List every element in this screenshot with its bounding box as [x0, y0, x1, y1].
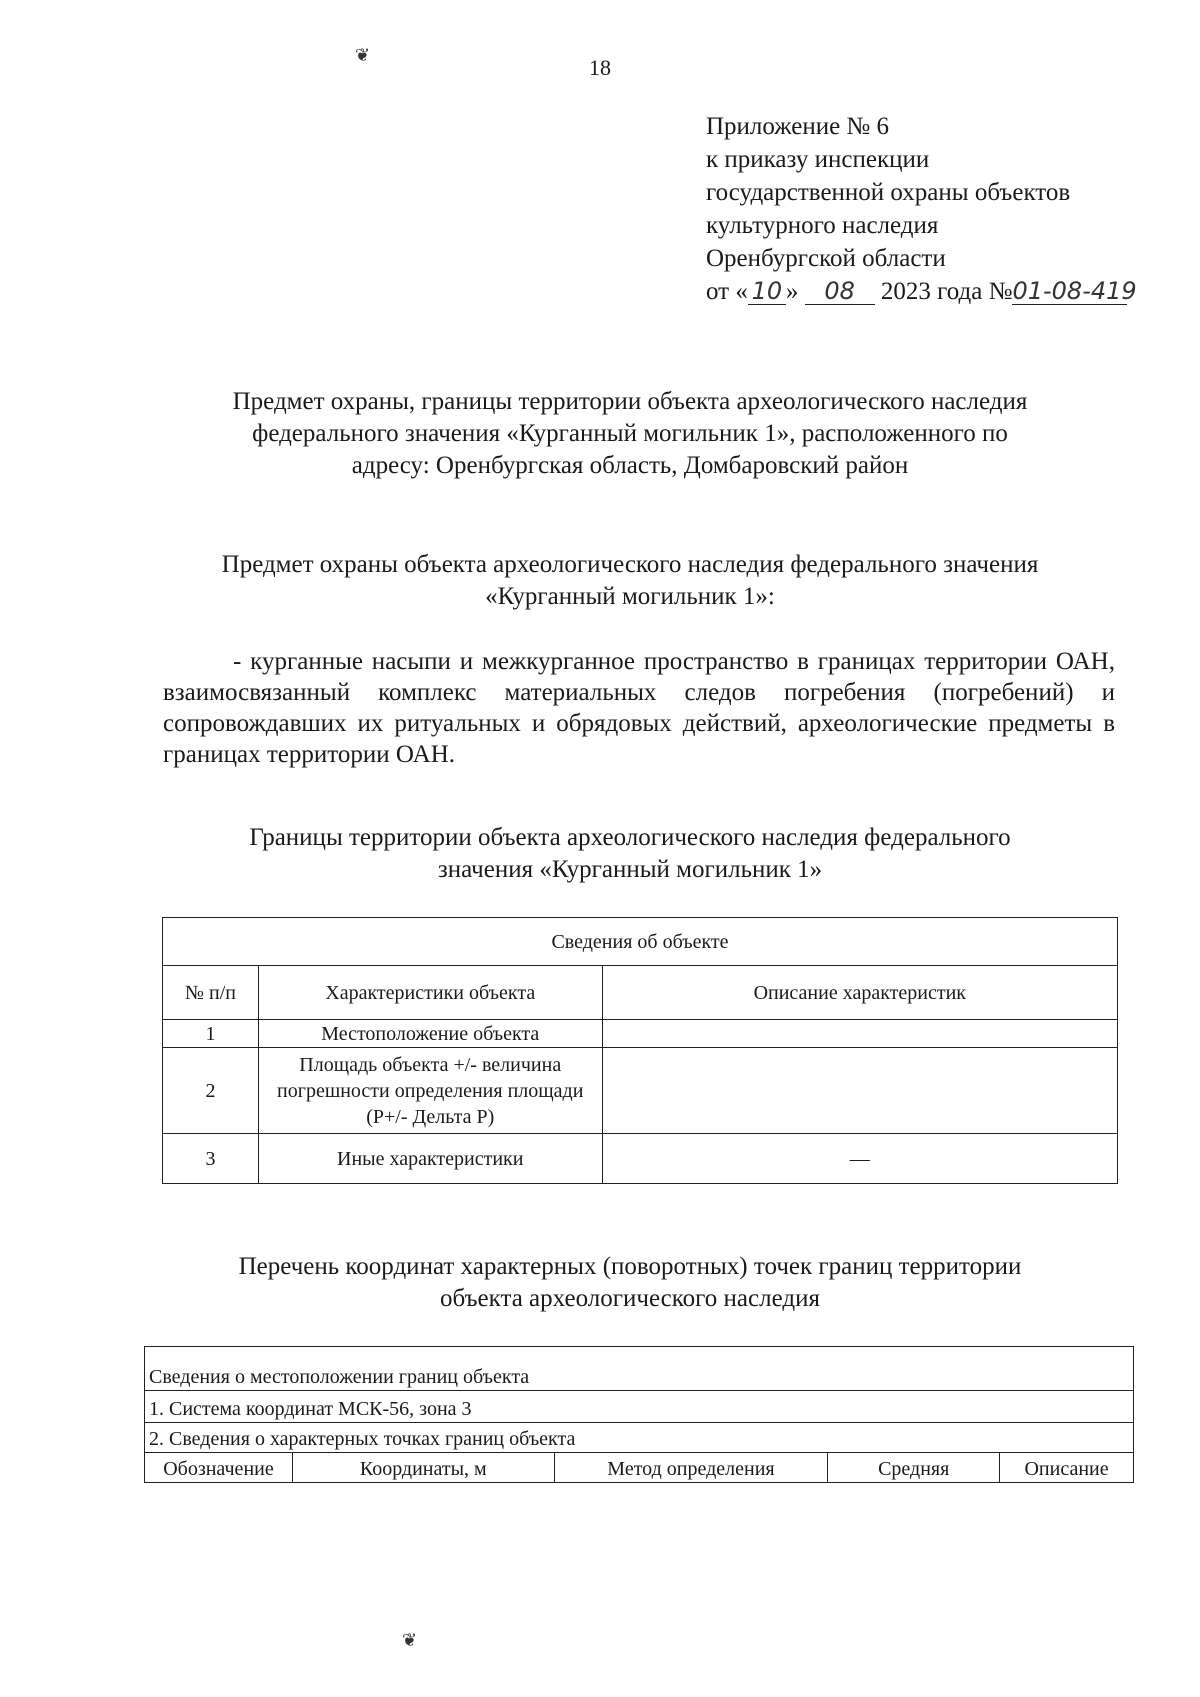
date-month: 08 — [805, 278, 875, 305]
order-number: 01-08-419 — [1012, 277, 1137, 305]
coords-row-location: Сведения о местоположении границ объекта — [145, 1347, 1134, 1391]
row-num: 2 — [163, 1048, 259, 1134]
table-row — [163, 1020, 1118, 1048]
col-method: Метод определения — [554, 1453, 828, 1483]
main-title-line2: федерального значения «Курганный могильник 1», расположенного по — [252, 420, 1008, 447]
col-header-char: Характеристики объекта — [258, 966, 602, 1020]
appendix-line2: к приказу инспекции — [706, 146, 930, 173]
subject-title — [140, 549, 1120, 613]
subject-title-line1: Предмет охраны объекта археологического наследия федерального значения — [221, 551, 1039, 578]
appendix-line4: культурного наследия — [706, 212, 939, 239]
col-header-num: № п/п — [163, 966, 259, 1020]
boundaries-title-line2: значения «Курганный могильник 1» — [437, 856, 823, 883]
row-num: 1 — [163, 1020, 259, 1048]
table-row — [163, 1048, 1118, 1134]
subject-paragraph — [163, 646, 1115, 770]
row-char: Иные характеристики — [258, 1134, 602, 1184]
date-prefix: от « — [706, 278, 748, 305]
main-title-line3: адресу: Оренбургская область, Домбаровский район — [351, 452, 909, 479]
date-day: 10 — [748, 278, 786, 305]
scan-mark-top: ❦ — [355, 45, 371, 65]
appendix-line1: Приложение № 6 — [706, 113, 890, 140]
row-char: Местоположение объекта — [258, 1020, 602, 1048]
row-desc — [602, 1048, 1117, 1134]
appendix-line3: государственной охраны объектов — [706, 179, 1071, 206]
col-average: Средняя — [828, 1453, 1000, 1483]
col-coords: Координаты, м — [292, 1453, 554, 1483]
coords-title — [140, 1251, 1120, 1315]
object-table-header: Сведения об объекте — [163, 918, 1118, 966]
table-row — [163, 1134, 1118, 1184]
boundaries-title — [140, 822, 1120, 886]
appendix-line5: Оренбургской области — [706, 245, 946, 272]
page-number: 18 — [589, 55, 611, 80]
row-desc: — — [602, 1134, 1117, 1184]
coords-table — [144, 1346, 1134, 1483]
appendix-date-line — [706, 275, 1137, 308]
date-year: 2023 года № — [880, 278, 1013, 305]
coords-row-points: 2. Сведения о характерных точках границ объекта — [145, 1423, 1134, 1453]
coords-row-system: 1. Система координат МСК-56, зона 3 — [145, 1391, 1134, 1423]
main-title-line1: Предмет охраны, границы территории объекта археологического наследия — [232, 388, 1028, 415]
object-info-table — [162, 917, 1118, 1184]
col-header-desc: Описание характеристик — [602, 966, 1117, 1020]
subject-title-line2: «Курганный могильник 1»: — [485, 583, 775, 610]
subject-text: - курганные насыпи и межкурганное пространство в границах территории ОАН, взаимосвязанный комплекс материальных следов погребения (погребений) и сопровождавших их ритуальных и обрядовых действий, археологические предметы в границах территории ОАН. — [163, 648, 1115, 768]
appendix-block — [706, 110, 1137, 308]
boundaries-title-line1: Границы территории объекта археологического наследия федерального — [249, 824, 1011, 851]
col-designation: Обозначение — [145, 1453, 293, 1483]
coords-title-line1: Перечень координат характерных (поворотных) точек границ территории — [238, 1253, 1022, 1280]
scan-mark-bottom: ❦ — [402, 1630, 418, 1650]
coords-title-line2: объекта археологического наследия — [440, 1285, 820, 1312]
row-num: 3 — [163, 1134, 259, 1184]
row-char: Площадь объекта +/- величина погрешности определения площади (Р+/- Дельта Р) — [258, 1048, 602, 1134]
col-description: Описание — [1000, 1453, 1134, 1483]
main-title — [140, 386, 1120, 482]
row-desc — [602, 1020, 1117, 1048]
date-sep: » — [785, 278, 799, 305]
